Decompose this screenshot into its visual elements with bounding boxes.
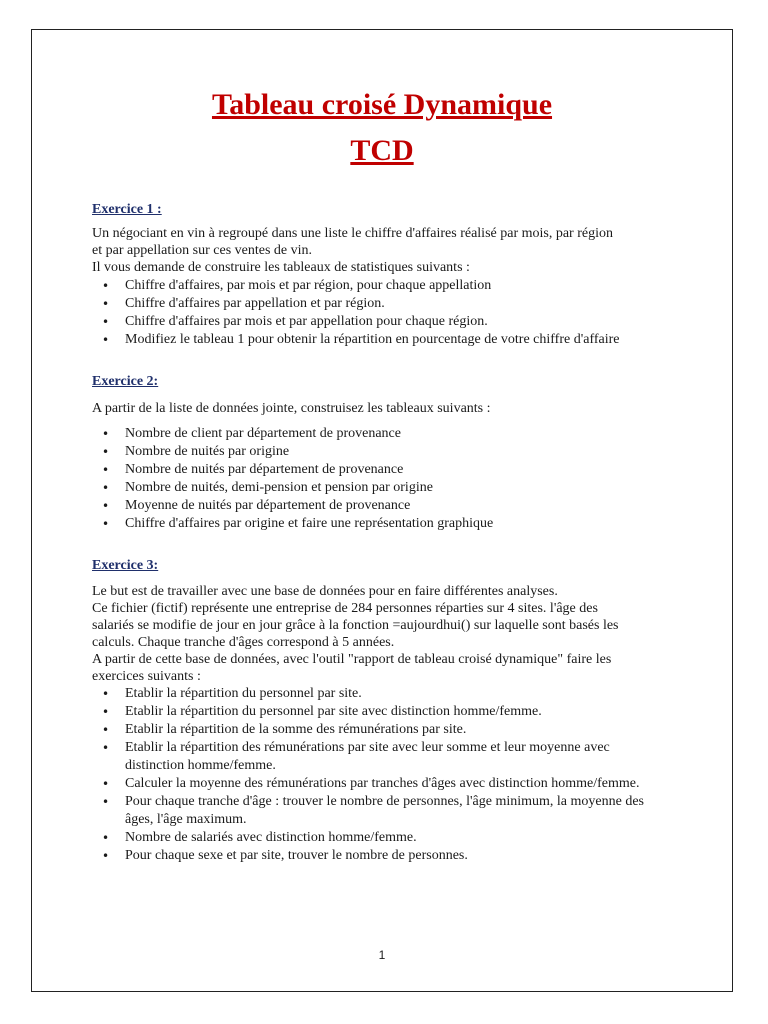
exercise-3-intro-line: salariés se modifie de jour en jour grâce à la fonction =aujourdhui() sur laquelle sont basés les	[92, 618, 619, 633]
list-item: • Chiffre d'affaires par origine et faire une représentation graphique	[92, 515, 692, 533]
list-item: • Etablir la répartition du personnel par site.	[92, 685, 652, 703]
list-item: • Moyenne de nuités par département de provenance	[92, 497, 692, 515]
list-item: • Nombre de nuités, demi-pension et pension par origine	[92, 479, 692, 497]
list-item: • Nombre de nuités par origine	[92, 443, 692, 461]
exercise-3-intro-line: A partir de cette base de données, avec l'outil "rapport de tableau croisé dynamique" faire les	[92, 652, 612, 667]
list-item: • Nombre de salariés avec distinction homme/femme.	[92, 829, 652, 847]
list-item: • Etablir la répartition des rémunérations par site avec leur somme et leur moyenne avec distinction homme/femme.	[92, 739, 652, 775]
exercise-1-intro-line: et par appellation sur ces ventes de vin.	[92, 243, 313, 258]
list-item: • Chiffre d'affaires, par mois et par région, pour chaque appellation	[92, 277, 692, 295]
exercise-1-intro	[92, 225, 682, 276]
list-item: • Calculer la moyenne des rémunérations par tranches d'âges avec distinction homme/femme.	[92, 775, 652, 793]
exercise-1-list	[92, 277, 692, 349]
exercise-3-intro-line: calculs. Chaque tranche d'âges correspond à 5 années.	[92, 635, 395, 650]
exercise-1-intro-line: Un négociant en vin à regroupé dans une liste le chiffre d'affaires réalisé par mois, par région	[92, 226, 613, 241]
list-item: • Nombre de nuités par département de provenance	[92, 461, 692, 479]
exercise-2-intro: A partir de la liste de données jointe, construisez les tableaux suivants :	[92, 401, 491, 416]
exercise-3-intro-line: exercices suivants :	[92, 669, 201, 684]
exercise-3-intro-line: Le but est de travailler avec une base de données pour en faire différentes analyses.	[92, 584, 558, 599]
exercise-3-heading: Exercice 3:	[92, 558, 159, 573]
list-item: • Modifiez le tableau 1 pour obtenir la répartition en pourcentage de votre chiffre d'affaire	[92, 331, 692, 349]
exercise-2-heading: Exercice 2:	[92, 374, 159, 389]
exercise-3-list	[92, 685, 652, 865]
list-item: • Etablir la répartition du personnel par site avec distinction homme/femme.	[92, 703, 652, 721]
list-item: • Pour chaque sexe et par site, trouver le nombre de personnes.	[92, 847, 652, 865]
exercise-2-list	[92, 425, 692, 533]
exercise-1-heading: Exercice 1 :	[92, 202, 162, 217]
exercise-3-intro-line: Ce fichier (fictif) représente une entreprise de 284 personnes réparties sur 4 sites. l'âge des	[92, 601, 598, 616]
exercise-3-intro	[92, 583, 702, 685]
document-page	[31, 29, 733, 992]
exercise-1-intro-line: Il vous demande de construire les tableaux de statistiques suivants :	[92, 260, 470, 275]
list-item: • Chiffre d'affaires par mois et par appellation pour chaque région.	[92, 313, 692, 331]
list-item: • Nombre de client par département de provenance	[92, 425, 692, 443]
document-title: Tableau croisé Dynamique	[211, 88, 553, 121]
page-number: 1	[378, 948, 386, 962]
list-item: • Etablir la répartition de la somme des rémunérations par site.	[92, 721, 652, 739]
list-item: • Chiffre d'affaires par appellation et par région.	[92, 295, 692, 313]
list-item: • Pour chaque tranche d'âge : trouver le nombre de personnes, l'âge minimum, la moyenne des âges, l'âge maximum.	[92, 793, 652, 829]
document-subtitle: TCD	[350, 134, 414, 167]
